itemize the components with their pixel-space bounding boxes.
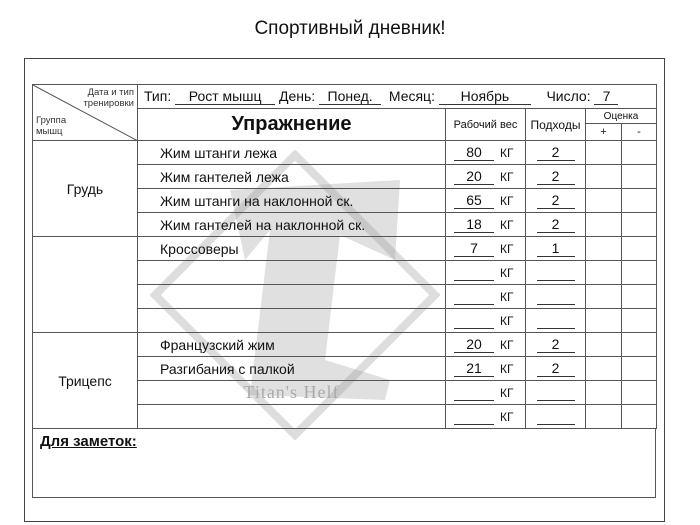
rating-minus-cell[interactable] [622, 357, 657, 381]
exercise-name[interactable]: Жим гантелей лежа [160, 168, 289, 185]
rating-plus-cell[interactable] [586, 213, 622, 237]
exercise-header: Упражнение [138, 109, 446, 141]
weight-cell[interactable] [446, 189, 526, 213]
rating-plus-cell[interactable] [586, 141, 622, 165]
weight-value[interactable]: 7 [454, 240, 494, 257]
day-label: День: [279, 88, 316, 104]
weight-cell[interactable] [446, 213, 526, 237]
sets-value[interactable] [537, 264, 575, 281]
rating-plus-cell[interactable] [586, 381, 622, 405]
corner-header [33, 85, 138, 141]
diary-table [32, 84, 657, 429]
weight-value[interactable] [454, 384, 494, 401]
notes-label: Для заметок: [40, 433, 137, 450]
weight-cell[interactable] [446, 333, 526, 357]
rating-minus-cell[interactable] [622, 285, 657, 309]
rating-minus-cell[interactable] [622, 405, 657, 429]
unit-label: КГ [500, 242, 514, 256]
muscle-group [33, 237, 138, 333]
sets-cell[interactable] [526, 309, 586, 333]
sets-cell[interactable] [526, 381, 586, 405]
sets-value[interactable] [537, 288, 575, 305]
weight-value[interactable] [454, 264, 494, 281]
rating-plus: + [586, 124, 622, 141]
unit-label: КГ [500, 218, 514, 232]
exercise-name[interactable]: Кроссоверы [160, 240, 239, 257]
sets-value[interactable] [537, 312, 575, 329]
sets-header: Подходы [526, 109, 586, 141]
weight-header: Рабочий вес [446, 109, 526, 141]
unit-label: КГ [500, 170, 514, 184]
page-title: Спортивный дневник! [254, 18, 446, 39]
exercise-name[interactable]: Французский жим [160, 336, 275, 353]
type-value[interactable]: Рост мышц [175, 88, 275, 105]
weight-cell[interactable] [446, 357, 526, 381]
sets-value[interactable] [537, 408, 575, 425]
sets-value[interactable]: 2 [537, 336, 575, 353]
weight-value[interactable]: 20 [454, 168, 494, 185]
rating-plus-cell[interactable] [586, 405, 622, 429]
sets-cell[interactable] [526, 189, 586, 213]
sets-cell[interactable] [526, 165, 586, 189]
number-label: Число: [546, 88, 591, 104]
sets-cell[interactable] [526, 333, 586, 357]
rating-plus-cell[interactable] [586, 285, 622, 309]
exercise-cell[interactable] [138, 141, 446, 165]
exercise-cell[interactable] [138, 213, 446, 237]
muscle-group: Грудь [33, 141, 138, 237]
weight-cell[interactable] [446, 237, 526, 261]
rating-minus-cell[interactable] [622, 309, 657, 333]
sets-value[interactable]: 2 [537, 192, 575, 209]
month-label: Месяц: [388, 88, 435, 104]
rating-minus-cell[interactable] [622, 381, 657, 405]
unit-label: КГ [500, 266, 514, 280]
sets-cell[interactable] [526, 237, 586, 261]
workout-meta [138, 85, 657, 109]
watermark-text: Titan's Helf [243, 382, 340, 402]
exercise-name[interactable]: Жим штанги лежа [160, 144, 278, 161]
weight-value[interactable]: 21 [454, 360, 494, 377]
exercise-name[interactable]: Жим штанги на наклонной ск. [160, 192, 354, 209]
rating-plus-cell[interactable] [586, 357, 622, 381]
sets-cell[interactable] [526, 285, 586, 309]
rating-plus-cell[interactable] [586, 189, 622, 213]
unit-label: КГ [500, 410, 514, 424]
sets-value[interactable]: 2 [537, 360, 575, 377]
weight-value[interactable] [454, 312, 494, 329]
rating-header: Оценка [586, 109, 657, 124]
rating-plus-cell[interactable] [586, 309, 622, 333]
unit-label: КГ [500, 194, 514, 208]
sets-cell[interactable] [526, 213, 586, 237]
unit-label: КГ [500, 290, 514, 304]
rating-minus-cell[interactable] [622, 189, 657, 213]
weight-value[interactable] [454, 408, 494, 425]
muscle-group: Трицепс [33, 333, 138, 429]
exercise-cell[interactable] [138, 357, 446, 381]
day-value[interactable]: Понед. [319, 88, 381, 105]
weight-value[interactable]: 80 [454, 144, 494, 161]
table-row [33, 333, 657, 357]
weight-value[interactable]: 65 [454, 192, 494, 209]
rating-minus: - [622, 124, 657, 141]
rating-minus-cell[interactable] [622, 261, 657, 285]
sets-value[interactable]: 2 [537, 144, 575, 161]
table-row [33, 141, 657, 165]
weight-cell[interactable] [446, 405, 526, 429]
weight-cell[interactable] [446, 165, 526, 189]
unit-label: КГ [500, 386, 514, 400]
table-row [33, 237, 657, 261]
notes-area[interactable] [32, 428, 656, 498]
exercise-cell[interactable] [138, 285, 446, 309]
number-value[interactable]: 7 [594, 88, 618, 105]
exercise-cell[interactable] [138, 237, 446, 261]
unit-label: КГ [500, 362, 514, 376]
exercise-cell[interactable] [138, 309, 446, 333]
weight-cell[interactable] [446, 261, 526, 285]
date-type-label: Дата и тип тренировки [83, 87, 134, 109]
weight-value[interactable]: 20 [454, 336, 494, 353]
rating-minus-cell[interactable] [622, 333, 657, 357]
sets-cell[interactable] [526, 141, 586, 165]
month-value[interactable]: Ноябрь [439, 88, 531, 105]
exercise-cell[interactable] [138, 381, 446, 405]
sets-cell[interactable] [526, 261, 586, 285]
weight-value[interactable]: 18 [454, 216, 494, 233]
weight-cell[interactable] [446, 381, 526, 405]
rating-minus-cell[interactable] [622, 165, 657, 189]
sets-value[interactable]: 2 [537, 168, 575, 185]
sets-value[interactable]: 1 [537, 240, 575, 257]
rating-plus-cell[interactable] [586, 333, 622, 357]
unit-label: КГ [500, 314, 514, 328]
muscle-group-label: Группа мышц [36, 115, 67, 137]
sets-cell[interactable] [526, 357, 586, 381]
exercise-cell[interactable] [138, 405, 446, 429]
weight-value[interactable] [454, 288, 494, 305]
exercise-cell[interactable] [138, 261, 446, 285]
rating-minus-cell[interactable] [622, 213, 657, 237]
weight-cell[interactable] [446, 285, 526, 309]
exercise-cell[interactable] [138, 165, 446, 189]
sets-value[interactable]: 2 [537, 216, 575, 233]
weight-cell[interactable] [446, 309, 526, 333]
exercise-cell[interactable] [138, 189, 446, 213]
exercise-name[interactable]: Разгибания с палкой [160, 360, 295, 377]
unit-label: КГ [500, 146, 514, 160]
rating-plus-cell[interactable] [586, 237, 622, 261]
rating-minus-cell[interactable] [622, 237, 657, 261]
exercise-name[interactable]: Жим гантелей на наклонной ск. [160, 216, 366, 233]
exercise-cell[interactable] [138, 333, 446, 357]
rating-plus-cell[interactable] [586, 165, 622, 189]
sets-cell[interactable] [526, 405, 586, 429]
sets-value[interactable] [537, 384, 575, 401]
rating-plus-cell[interactable] [586, 261, 622, 285]
type-label: Тип: [144, 88, 172, 104]
unit-label: КГ [500, 338, 514, 352]
rating-minus-cell[interactable] [622, 141, 657, 165]
weight-cell[interactable] [446, 141, 526, 165]
